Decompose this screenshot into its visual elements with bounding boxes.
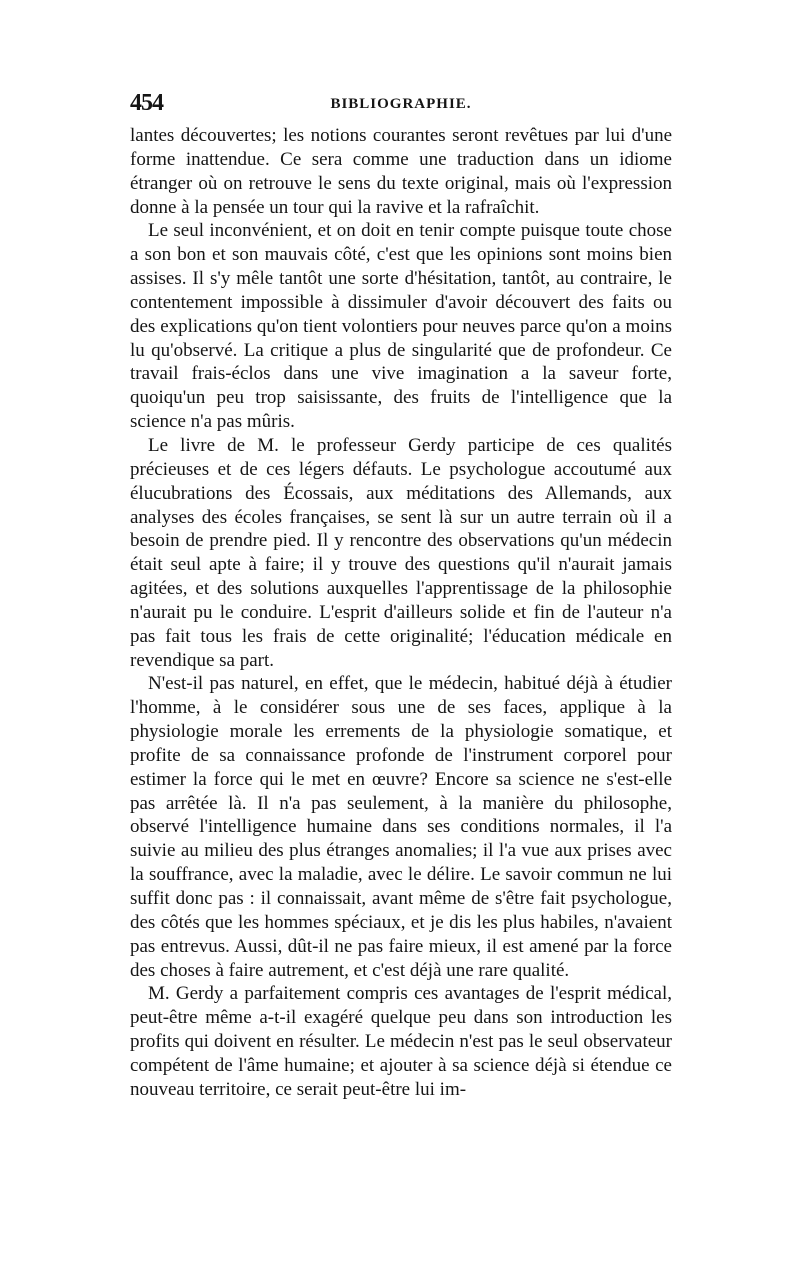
paragraph-medical-spirit: M. Gerdy a parfaitement compris ces avantages de l'esprit médical, peut-être même a-t-il exagéré quelque peu dans son introduction les profits qui doivent en résulter. Le médecin n'est pas le seul observateur compétent de l'âme humaine; et ajouter à sa science déjà si étendue ce nouveau territoire, ce serait peut-être lui im- (130, 983, 672, 1100)
running-head: BIBLIOGRAPHIE. (330, 96, 472, 112)
paragraph-physician: N'est-il pas naturel, en effet, que le médecin, habitué déjà à étudier l'homme, à le considérer sous une de ses faces, applique à la physiologie morale les errements de la physiologie somatique, et profite de sa connaissance profonde de l'instrument corporel pour estimer la force qui le met en œuvre? Encore sa science ne s'est-elle pas arrêtée là. Il n'a pas seulement, à la manière du philosophe, observé l'intelligence humaine dans ses conditions normales, il l'a suivie au milieu des plus étranges anomalies; il l'a vue aux prises avec la souffrance, avec la maladie, avec le délire. Le savoir commun ne lui suffit donc pas : il connaissait, avant même de s'être fait psychologue, des côtés que les hommes spéciaux, et je dis les plus habiles, n'avaient pas entrevus. Aussi, dût-il ne pas faire mieux, il est amené par la force des choses à faire autrement, et c'est déjà une rare qualité. (130, 673, 672, 981)
book-page (130, 90, 672, 1100)
paragraph-gerdy-book: Le livre de M. le professeur Gerdy participe de ces qualités précieuses et de ces légers défauts. Le psychologue accoutumé aux élucubrations des Écossais, aux méditations des Allemands, aux analyses des écoles françaises, se sent là sur un autre terrain où il a besoin de prendre pied. Il y rencontre des observations qu'un médecin était seul apte à faire; il y trouve des questions qu'il n'aurait jamais agitées, et des solutions auxquelles l'apprentissage de la philosophie n'aurait pu le conduire. L'esprit d'ailleurs solide et fin de l'auteur n'a pas fait tous les frais de cette originalité; l'éducation médicale en revendique sa part. (130, 434, 672, 671)
body-text (130, 124, 672, 1102)
page-header (130, 90, 672, 124)
paragraph-continuation: lantes découvertes; les notions courantes seront revêtues par lui d'une forme inattendue. Ce sera comme une traduction dans un idiome étranger où on retrouve le sens du texte original, mais où l'expression donne à la pensée un tour qui la ravive et la rafraîchit. (130, 125, 672, 218)
paragraph-inconvenient: Le seul inconvénient, et on doit en tenir compte puisque toute chose a son bon et son mauvais côté, c'est que les opinions sont moins bien assises. Il s'y mêle tantôt une sorte d'hésitation, tantôt, au contraire, le contentement impossible à dissimuler d'avoir découvert des faits ou des explications qu'on tient volontiers pour neuves parce qu'on a moins lu qu'observé. La critique a plus de singularité que de profondeur. Ce travail frais-éclos dans une vive imagination a la saveur forte, quoiqu'un peu trop saisissante, des fruits de l'intelligence que la science n'a pas mûris. (130, 220, 672, 433)
page-number: 454 (130, 90, 163, 116)
